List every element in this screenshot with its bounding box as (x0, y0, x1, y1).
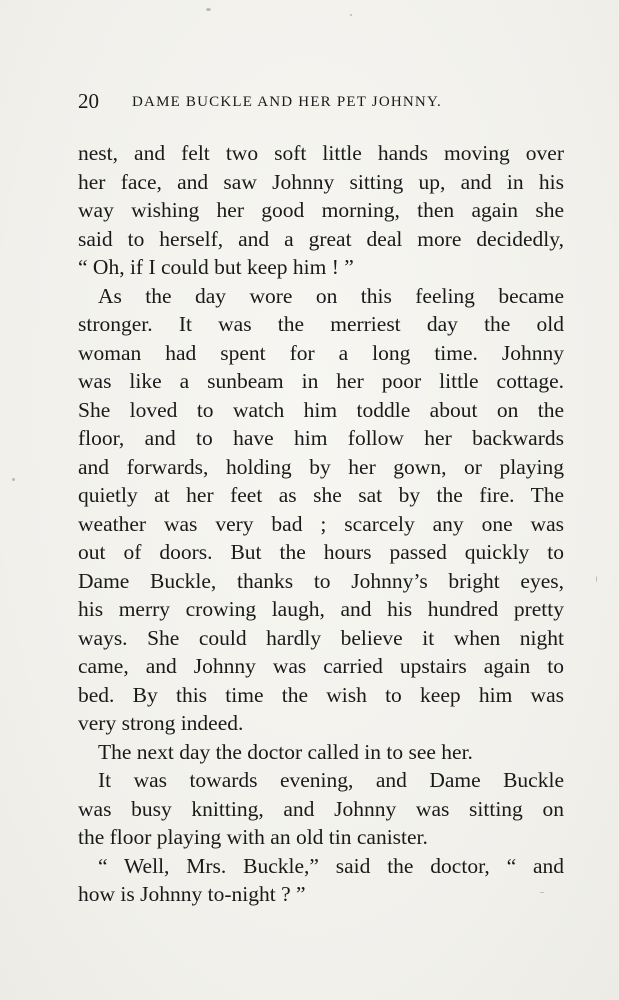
text-line: very strong indeed. (78, 711, 244, 735)
text-line: nest, and felt two soft little hands moving over (78, 141, 564, 165)
text-line: Dame Buckle, thanks to Johnny’s bright eyes, (78, 568, 564, 593)
text-line: was busy knitting, and Johnny was sitting on (78, 796, 564, 821)
text-line: She loved to watch him toddle about on the (78, 397, 564, 422)
paper-speck (540, 892, 544, 893)
text-line: her face, and saw Johnny sitting up, and in his (78, 169, 564, 194)
text-line: came, and Johnny was carried upstairs again to (78, 654, 564, 678)
page-number: 20 (78, 89, 99, 113)
paper-speck (12, 478, 15, 481)
text-line: floor, and to have him follow her backwards (78, 426, 564, 450)
text-line: way wishing her good morning, then again she (78, 198, 564, 222)
text-line: said to herself, and a great deal more decidedly, (78, 226, 564, 251)
text-line: It was towards evening, and Dame Buckle (98, 768, 564, 792)
text-line: quietly at her feet as she sat by the fire. The (78, 483, 564, 507)
text-line: The next day the doctor called in to see her. (98, 739, 473, 764)
running-head: DAME BUCKLE AND HER PET JOHNNY. (132, 94, 442, 110)
text-line: weather was very bad ; scarcely any one was (78, 511, 564, 536)
text-line: his merry crowing laugh, and his hundred pretty (78, 597, 564, 621)
text-line: “ Well, Mrs. Buckle,” said the doctor, “ and (98, 853, 564, 878)
body-text (78, 139, 564, 909)
text-line: the floor playing with an old tin canister. (78, 825, 428, 849)
text-line: stronger. It was the merriest day the old (78, 312, 564, 336)
text-line: how is Johnny to-night ? ” (78, 882, 306, 906)
text-line: ways. She could hardly believe it when night (78, 625, 564, 650)
paper-speck (206, 8, 211, 11)
paper-speck (596, 576, 597, 582)
text-line: woman had spent for a long time. Johnny (78, 340, 564, 365)
text-line: “ Oh, if I could but keep him ! ” (78, 255, 354, 279)
paper-speck (350, 14, 352, 16)
page-header (78, 88, 548, 114)
text-line: and forwards, holding by her gown, or playing (78, 454, 564, 479)
text-line: As the day wore on this feeling became (98, 283, 564, 308)
text-line: was like a sunbeam in her poor little cottage. (78, 369, 564, 393)
text-line: out of doors. But the hours passed quickly to (78, 540, 564, 564)
text-line: bed. By this time the wish to keep him was (78, 682, 564, 707)
